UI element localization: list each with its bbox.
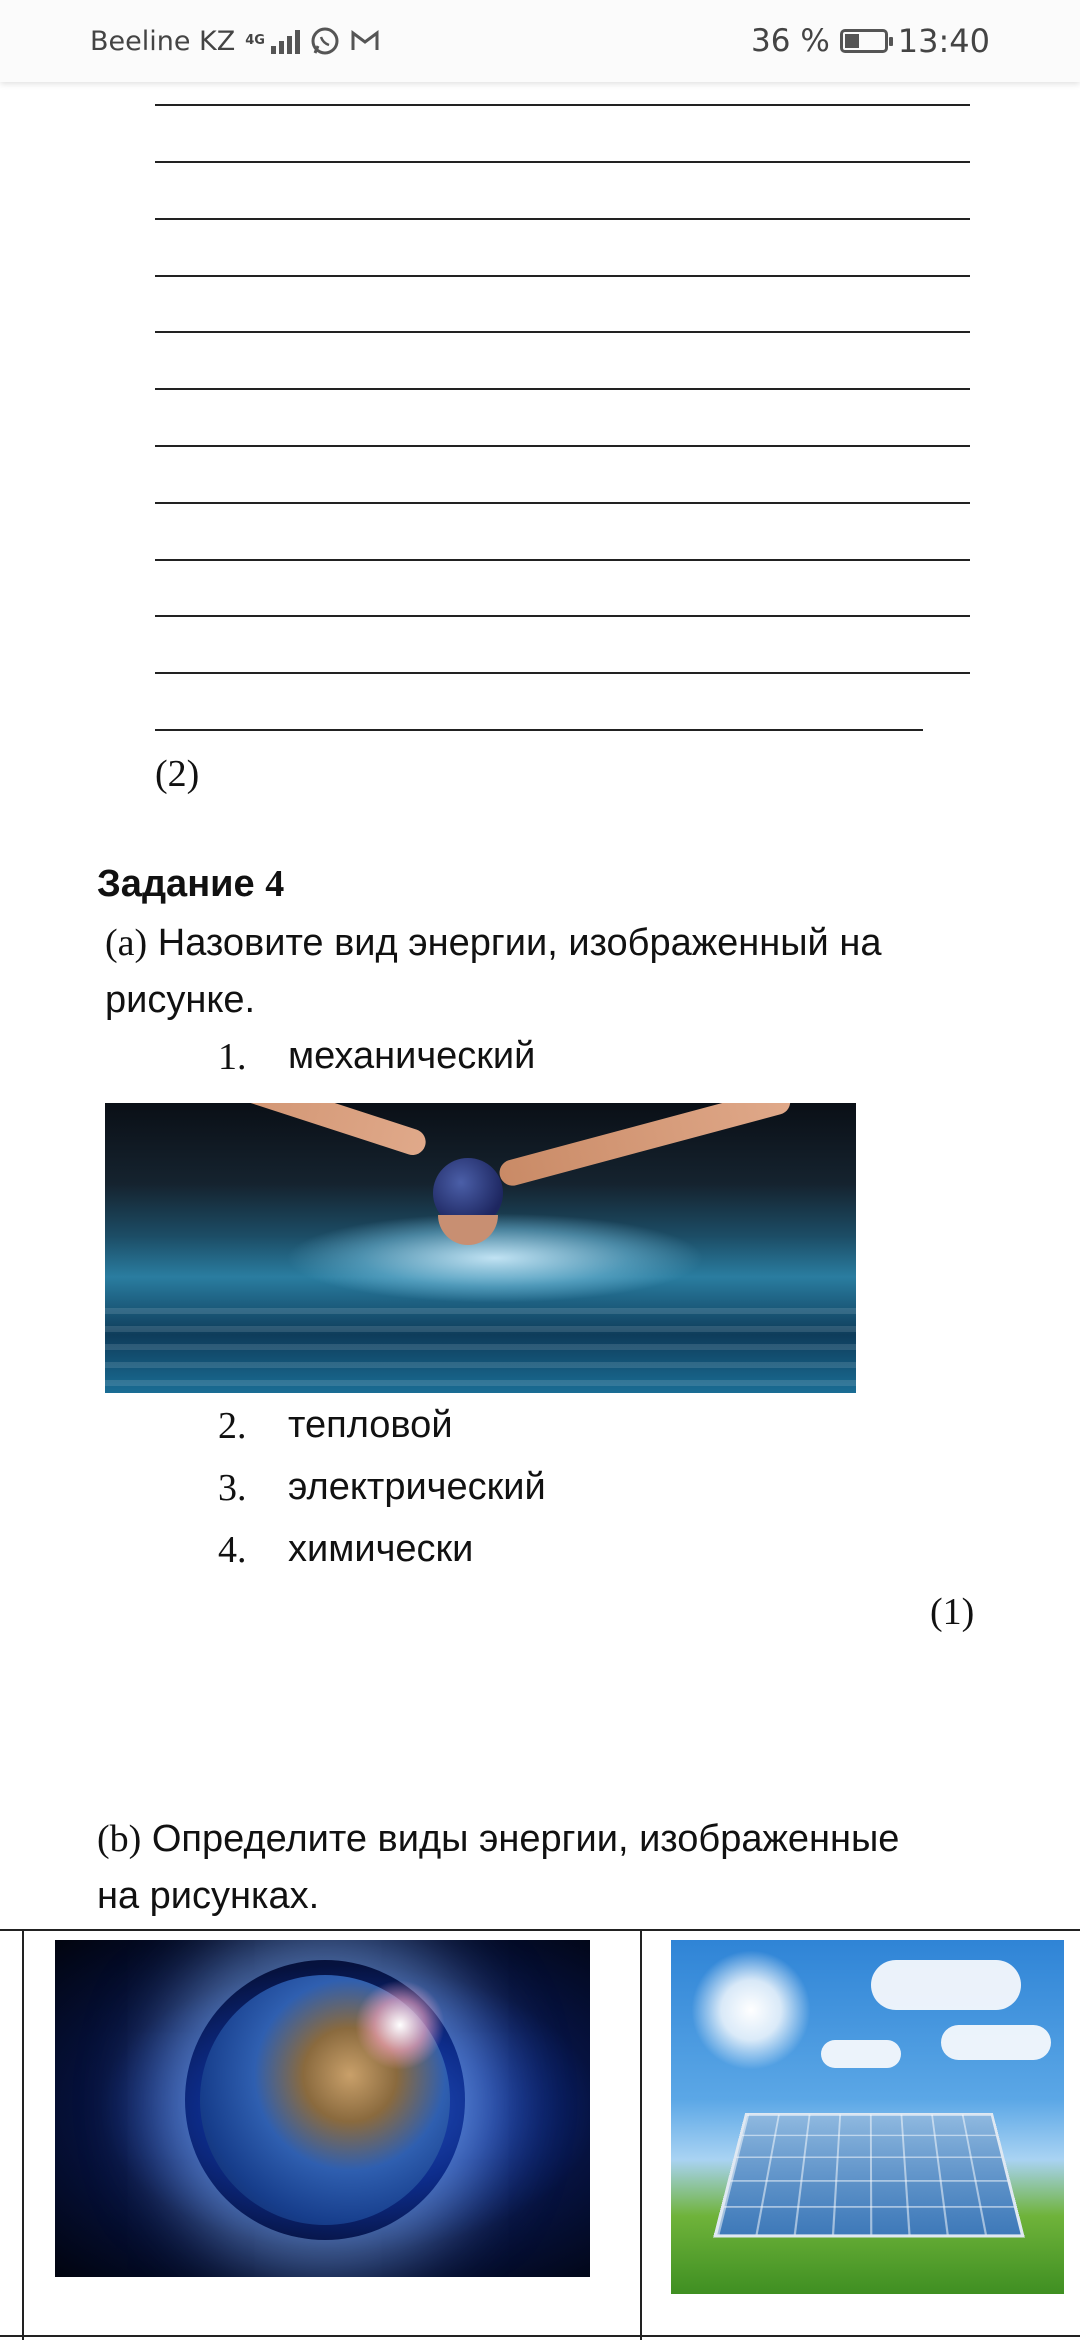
answer-line [155,445,970,447]
solar-panel [713,2113,1025,2238]
option-2 [218,1404,453,1448]
option-4 [218,1528,473,1572]
score-part-a: (1) [930,1591,975,1633]
answer-line [155,388,970,390]
task-heading-number: 4 [265,863,285,905]
part-a-tag: (a) [105,922,148,964]
answer-line [155,161,970,163]
signal-icon [271,28,300,54]
table-divider [640,1929,642,2340]
network-type: 4G [245,33,265,48]
answer-line [155,218,970,220]
option-text: механический [288,1035,536,1077]
solar-panel-image [671,1940,1064,2294]
option-text: электрический [288,1466,546,1508]
table-bottom-border [0,2335,1080,2337]
option-3 [218,1466,546,1510]
earth-image [55,1940,590,2277]
answer-line [155,502,970,504]
option-number: 4. [218,1529,247,1571]
part-b-text: Определите виды энергии, изображенные на рисунках. [97,1818,900,1917]
score-prev-task: (2) [155,753,200,795]
cloud [871,1960,1021,2010]
option-number: 1. [218,1036,247,1078]
table-top-border [0,1929,1080,1931]
gmail-icon [350,29,380,53]
answer-line [155,104,970,106]
option-1 [218,1035,535,1079]
answer-line [155,729,923,731]
battery-icon [840,29,888,53]
answer-line [155,615,970,617]
task-heading [97,862,284,906]
answer-line [155,275,970,277]
carrier-name: Beeline KZ [90,25,236,57]
part-b-tag: (b) [97,1818,142,1860]
swimmer-image [105,1103,856,1393]
part-b-question [97,1811,917,1925]
cloud [821,2040,901,2068]
option-number: 3. [218,1467,247,1509]
sun-flare [355,1980,445,2070]
cloud [941,2025,1051,2060]
answer-line [155,331,970,333]
option-text: химически [288,1528,474,1570]
option-number: 2. [218,1405,247,1447]
right-arm [497,1103,794,1189]
option-text: тепловой [288,1404,453,1446]
status-right [751,22,990,60]
left-arm [136,1103,429,1158]
water-reflection [105,1308,856,1393]
answer-line [155,672,970,674]
status-bar [0,0,1080,82]
part-a-text: Назовите вид энергии, изображенный на рисунке. [105,922,882,1021]
battery-percent: 36 % [751,23,830,59]
status-left [90,26,380,57]
sun-icon [691,1950,811,2070]
whatsapp-icon [310,26,340,56]
task-heading-word: Задание [97,863,255,905]
clock: 13:40 [897,22,990,60]
table-divider [22,1929,24,2340]
answer-line [155,559,970,561]
part-a-question [105,915,1005,1029]
